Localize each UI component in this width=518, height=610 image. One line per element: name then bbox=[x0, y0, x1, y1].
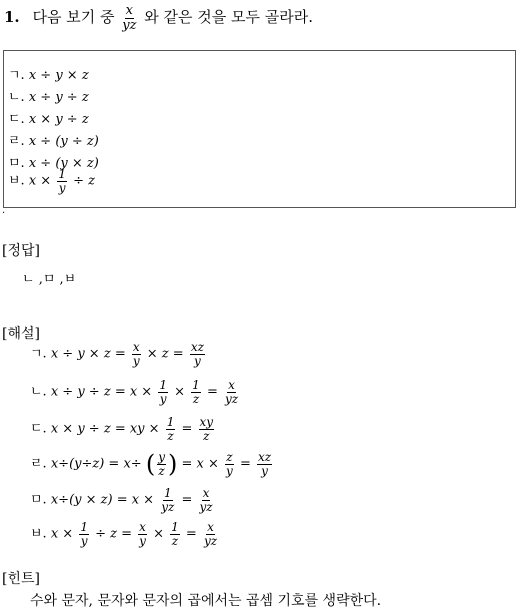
option-label: ㄱ. bbox=[8, 68, 25, 83]
option-label: ㄹ. bbox=[8, 134, 25, 149]
option-2 bbox=[8, 86, 89, 105]
option-1 bbox=[8, 64, 89, 83]
option-label: ㅂ. bbox=[8, 173, 25, 189]
hint-header: [힌트] bbox=[2, 571, 40, 587]
hint-text: 수와 문자, 문자와 문자의 곱에서는 곱셈 기호를 생략한다. bbox=[30, 593, 382, 609]
fraction-denominator: yz bbox=[122, 17, 137, 33]
fraction: $\frac{x}{yz}$ bbox=[199, 486, 213, 514]
option-label: ㅁ. bbox=[8, 156, 25, 171]
fraction: $\frac{xz}{y}$ bbox=[190, 340, 204, 368]
fraction: $\frac{1}{yz}$ bbox=[161, 486, 175, 514]
fraction: $\frac{xz}{y}$ bbox=[258, 450, 272, 478]
left-paren: ( bbox=[145, 450, 156, 479]
option-expression: x ÷ y × z bbox=[28, 68, 89, 83]
option-fraction: $\frac{1}{y}$ bbox=[58, 167, 66, 195]
option-expression: x × y ÷ z bbox=[28, 112, 89, 127]
fraction: $\frac{x}{yz}$ bbox=[203, 520, 218, 548]
option-label: ㄷ. bbox=[8, 112, 25, 127]
explanation-line-4: ㄹ. x÷(y÷z) = x÷ ( $\frac{y}{z}$ ) = x × $\frac{z}{y}$ = $\frac{xz}{y}$ bbox=[30, 450, 272, 479]
fraction: $\frac{1}{y}$ bbox=[80, 520, 88, 548]
options-box bbox=[3, 50, 516, 208]
question-text-after: 와 같은 것을 모두 골라라. bbox=[144, 8, 313, 27]
explanation-line-6: ㅂ. x × $\frac{1}{y}$ ÷ z = $\frac{x}{y}$ × $\frac{1}{z}$ = $\frac{x}{yz}$ bbox=[30, 520, 218, 548]
fraction: $\frac{z}{y}$ bbox=[226, 450, 233, 478]
option-expression-post: ÷ z bbox=[73, 173, 95, 189]
answer-header: [정답] bbox=[2, 243, 40, 259]
explanation-line-2: ㄴ. x ÷ y ÷ z = x × $\frac{1}{y}$ × $\frac{1}{z}$ = $\frac{x}{yz}$ bbox=[30, 378, 239, 406]
question-number: 1. bbox=[4, 8, 20, 27]
option-expression: x ÷ y ÷ z bbox=[28, 90, 89, 105]
option-3 bbox=[8, 108, 89, 127]
explanation-line-5: ㅁ. x÷(y × z) = x × $\frac{1}{yz}$ = $\frac{x}{yz}$ bbox=[30, 486, 213, 514]
explanation-header: [해설] bbox=[2, 326, 40, 342]
question-title bbox=[4, 4, 313, 32]
right-paren: ) bbox=[167, 450, 178, 479]
option-label: ㄴ. bbox=[8, 90, 25, 105]
option-expression-pre: x × bbox=[28, 173, 52, 189]
option-expression: x ÷ (y × z) bbox=[28, 156, 99, 171]
explanation-line-1: ㄱ. x ÷ y × z = $\frac{x}{y}$ × z = $\frac{xz}{y}$ bbox=[30, 340, 204, 368]
fraction: $\frac{x}{yz}$ bbox=[225, 378, 239, 406]
question-fraction bbox=[121, 4, 137, 32]
fraction: $\frac{1}{y}$ bbox=[159, 378, 167, 406]
stray-dot: . bbox=[2, 205, 6, 216]
fraction: $\frac{y}{z}$ bbox=[158, 450, 165, 478]
fraction: $\frac{1}{z}$ bbox=[166, 415, 175, 443]
fraction: $\frac{1}{z}$ bbox=[192, 378, 200, 406]
fraction: $\frac{1}{z}$ bbox=[171, 520, 179, 548]
answer-text: ㄴ ,ㅁ ,ㅂ bbox=[22, 272, 77, 287]
fraction-numerator: x bbox=[125, 3, 133, 18]
fraction: $\frac{x}{y}$ bbox=[139, 520, 146, 548]
option-4 bbox=[8, 130, 99, 149]
option-6 bbox=[8, 168, 95, 194]
fraction: $\frac{x}{y}$ bbox=[132, 340, 140, 368]
fraction: $\frac{xy}{z}$ bbox=[199, 415, 214, 443]
explanation-line-3: ㄷ. x × y ÷ z = xy × $\frac{1}{z}$ = $\frac{xy}{z}$ bbox=[30, 415, 214, 443]
option-expression: x ÷ (y ÷ z) bbox=[28, 134, 99, 149]
question-text-before: 다음 보기 중 bbox=[32, 8, 115, 27]
